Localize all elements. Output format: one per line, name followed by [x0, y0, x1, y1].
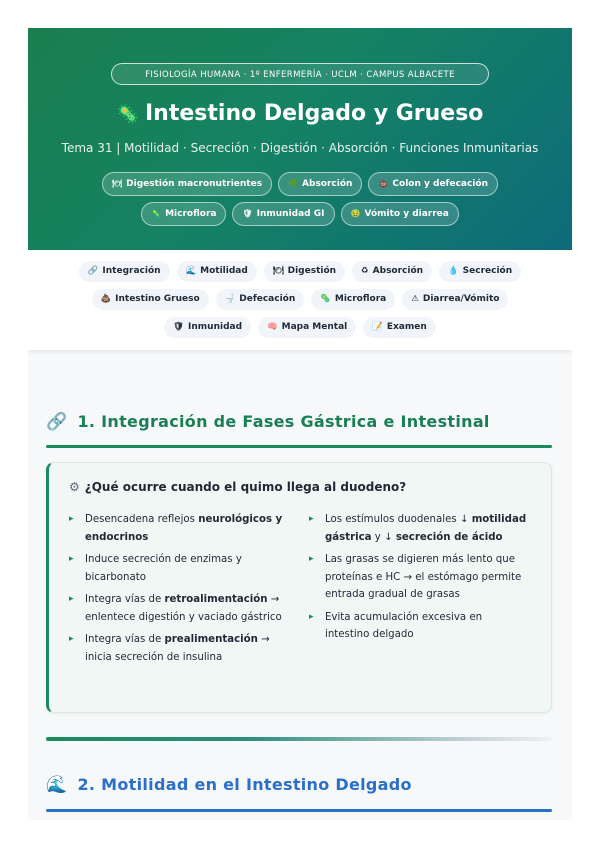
microbe-icon: 🦠 [320, 294, 331, 304]
nav-integracion[interactable]: 🔗 Integración [79, 261, 170, 282]
poop-icon: 💩 [378, 179, 389, 188]
nav-examen[interactable]: 📝 Examen [363, 317, 436, 338]
link-icon: 🔗 [87, 266, 99, 276]
nav-digestion[interactable]: 🍽 Digestión [264, 261, 345, 282]
wave-icon: 🌊 [185, 266, 197, 276]
nav-row-3 [28, 317, 572, 338]
nav-motilidad[interactable]: 🌊 Motilidad [177, 261, 257, 282]
droplet-icon: 💧 [448, 266, 459, 276]
nav-microflora[interactable]: 🦠 Microflora [311, 289, 395, 310]
topic-chips-row-1 [28, 172, 572, 196]
microbe-icon: 🦠 [151, 209, 162, 218]
chip-inmunidad[interactable]: 🛡 Inmunidad GI [232, 202, 334, 226]
memo-icon: 📝 [372, 322, 383, 332]
nav-inmunidad[interactable]: 🛡 Inmunidad [164, 317, 251, 338]
shield-icon: 🛡 [242, 209, 253, 218]
question-text: ¿Qué ocurre cuando el quimo llega al duodeno? [84, 480, 407, 494]
nav-mapa-mental[interactable]: 🧠 Mapa Mental [258, 317, 356, 338]
page-subtitle: Tema 31 | Motilidad · Secreción · Digestión · Absorción · Funciones Inmunitarias [61, 141, 539, 155]
nav-absorcion[interactable]: ♻ Absorción [352, 261, 432, 282]
nav-intestino-grueso[interactable]: 💩 Intestino Grueso [92, 289, 209, 310]
question-box [46, 462, 552, 713]
nav-diarrea-vomito[interactable]: ⚠ Diarrea/Vómito [402, 289, 508, 310]
section-nav [28, 250, 572, 350]
list-item: ▸ Integra vías de prealimentación → inicia secreción de insulina [69, 631, 289, 666]
list-item: ▸ Induce secreción de enzimas y bicarbonato [69, 551, 289, 586]
section-2-title: 2. Motilidad en el Intestino Delgado [77, 775, 412, 794]
plate-icon: 🍽 [112, 179, 123, 188]
poop-icon: 💩 [100, 294, 112, 304]
chip-vomito[interactable]: 🤢 Vómito y diarrea [341, 202, 459, 226]
brain-icon: 🧠 [267, 322, 278, 332]
toilet-icon: 🚽 [224, 294, 236, 304]
section-1-underline [46, 445, 552, 448]
list-item: ▸ Evita acumulación excesiva en intestino delgado [309, 609, 529, 644]
section-1-title: 1. Integración de Fases Gástrica e Intestinal [77, 412, 490, 431]
list-item: ▸ Los estímulos duodenales ↓ motilidad gástrica y ↓ secreción de ácido [309, 511, 529, 546]
nav-row-1 [28, 261, 572, 282]
nauseated-face-icon: 🤢 [350, 209, 361, 218]
link-icon: 🔗 [46, 412, 68, 432]
leaf-icon: 🌿 [288, 179, 299, 188]
left-column [69, 511, 289, 671]
chip-digestion[interactable]: 🍽 Digestión macronutrientes [102, 172, 272, 196]
page-title [28, 98, 572, 131]
list-item: ▸ Integra vías de retroalimentación → enlentece digestión y vaciado gástrico [69, 591, 289, 626]
recycle-icon: ♻ [361, 266, 369, 276]
chip-microflora[interactable]: 🦠 Microflora [141, 202, 226, 226]
warning-icon: ⚠ [411, 294, 419, 304]
section-divider [46, 737, 552, 741]
gear-icon: ⚙ [69, 480, 80, 494]
section-1-heading [46, 410, 552, 434]
section-2-underline [46, 809, 552, 812]
section-2-heading [46, 773, 552, 797]
microbe-icon: 🦠 [116, 104, 139, 125]
nav-defecacion[interactable]: 🚽 Defecación [216, 289, 305, 310]
list-item: ▸ Desencadena reflejos neurológicos y endocrinos [69, 511, 289, 546]
topic-chips-row-2 [28, 202, 572, 226]
page-title-text: Intestino Delgado y Grueso [145, 101, 484, 126]
shield-icon: 🛡 [173, 322, 185, 332]
list-item: ▸ Las grasas se digieren más lento que proteínas e HC → el estómago permite entrada gradual de grasas [309, 551, 529, 604]
chip-absorcion[interactable]: 🌿 Absorción [278, 172, 362, 196]
plate-icon: 🍽 [272, 266, 284, 276]
chip-colon[interactable]: 💩 Colon y defecación [368, 172, 498, 196]
content-card [28, 28, 572, 820]
right-column [309, 511, 529, 649]
course-badge: FISIOLOGÍA HUMANA · 1º ENFERMERÍA · UCLM · CAMPUS ALBACETE [111, 63, 489, 85]
hero-header [28, 28, 572, 250]
question-heading [69, 480, 406, 494]
wave-icon: 🌊 [46, 775, 68, 795]
nav-secrecion[interactable]: 💧 Secreción [439, 261, 521, 282]
nav-row-2 [28, 289, 572, 310]
